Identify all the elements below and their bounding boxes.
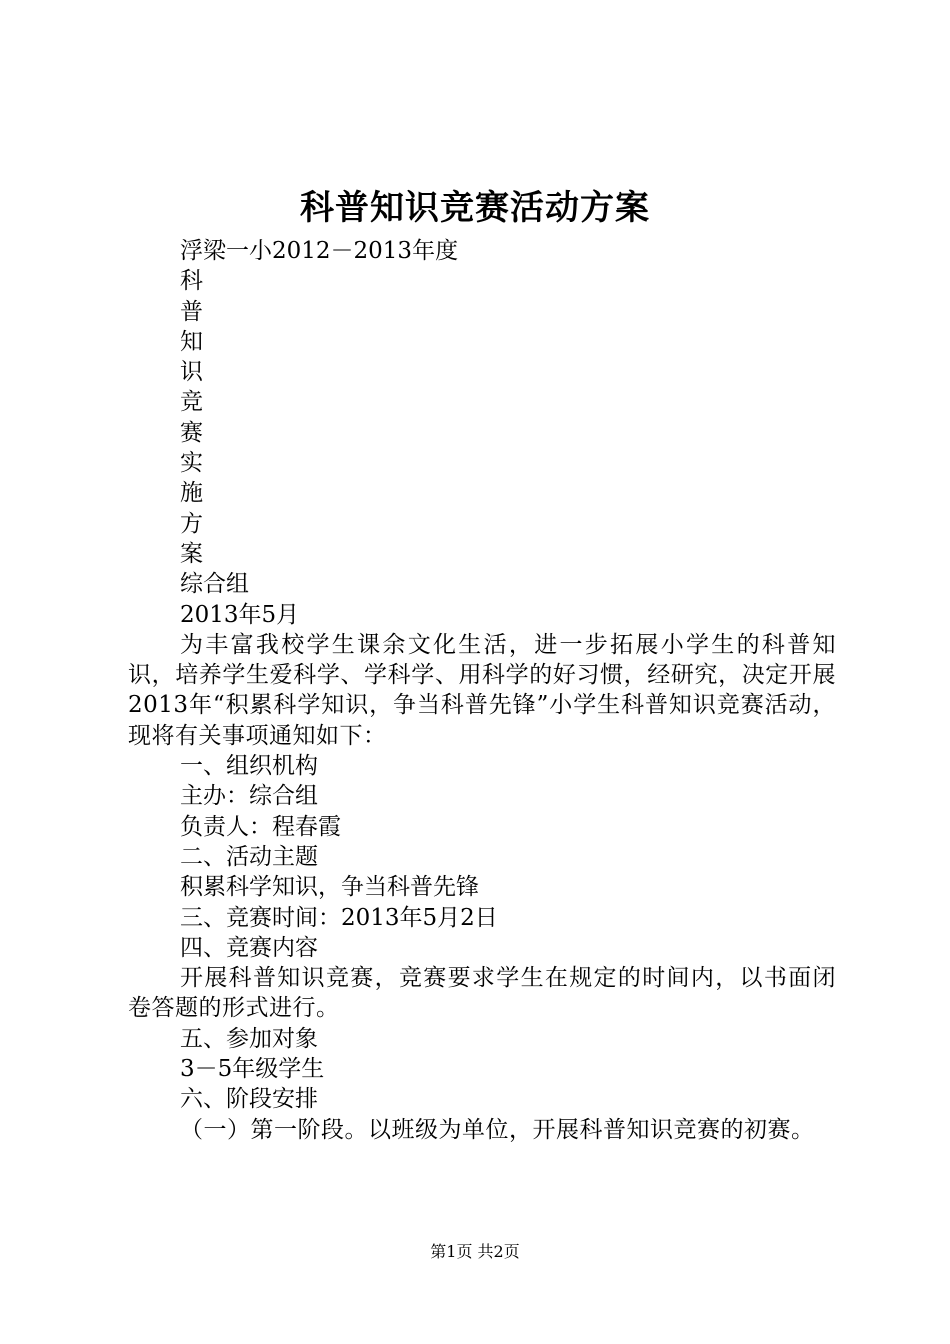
document-body — [128, 236, 836, 1145]
header-line-school-year: 浮梁一小2012－2013年度 — [180, 238, 459, 264]
section-heading: 一、组织机构 — [180, 753, 318, 780]
header-line-char: 施 — [180, 480, 203, 507]
section-paragraph: （一）第一阶段。以班级为单位，开展科普知识竞赛的初赛。 — [180, 1116, 815, 1143]
section-heading: 六、阶段安排 — [180, 1086, 318, 1113]
header-line-char: 知 — [180, 328, 203, 355]
header-line-char: 赛 — [180, 419, 203, 446]
section-text: 积累科学知识，争当科普先锋 — [180, 874, 479, 901]
section-heading: 二、活动主题 — [180, 843, 318, 870]
section-heading: 四、竞赛内容 — [180, 934, 318, 961]
header-line-char: 方 — [180, 510, 203, 537]
intro-paragraph: 为丰富我校学生课余文化生活，进一步拓展小学生的科普知识，培养学生爱科学、学科学、用科学的好习惯，经研究，决定开展2013年“积累科学知识，争当科普先锋”小学生科普知识竞赛活动，现将有关事项通知如下： — [128, 631, 836, 749]
header-line-char: 普 — [180, 298, 203, 325]
section-heading: 五、参加对象 — [180, 1025, 318, 1052]
header-line-char: 实 — [180, 450, 203, 477]
header-line-char: 案 — [180, 540, 203, 567]
header-line-group: 综合组 — [180, 571, 249, 598]
header-line-char: 竞 — [180, 389, 203, 416]
section-heading: 三、竞赛时间：2013年5月2日 — [180, 904, 498, 931]
section-text: 3－5年级学生 — [180, 1056, 325, 1083]
header-line-char: 科 — [180, 268, 203, 295]
page-footer: 第1页 共2页 — [430, 1242, 520, 1261]
header-line-date: 2013年5月 — [180, 601, 300, 628]
section-paragraph: 开展科普知识竞赛，竞赛要求学生在规定的时间内，以书面闭卷答题的形式进行。 — [128, 965, 836, 1022]
section-text: 主办：综合组 — [180, 783, 318, 810]
header-line-char: 识 — [180, 359, 203, 386]
section-text: 负责人：程春霞 — [180, 813, 341, 840]
document-title: 科普知识竞赛活动方案 — [300, 188, 650, 228]
